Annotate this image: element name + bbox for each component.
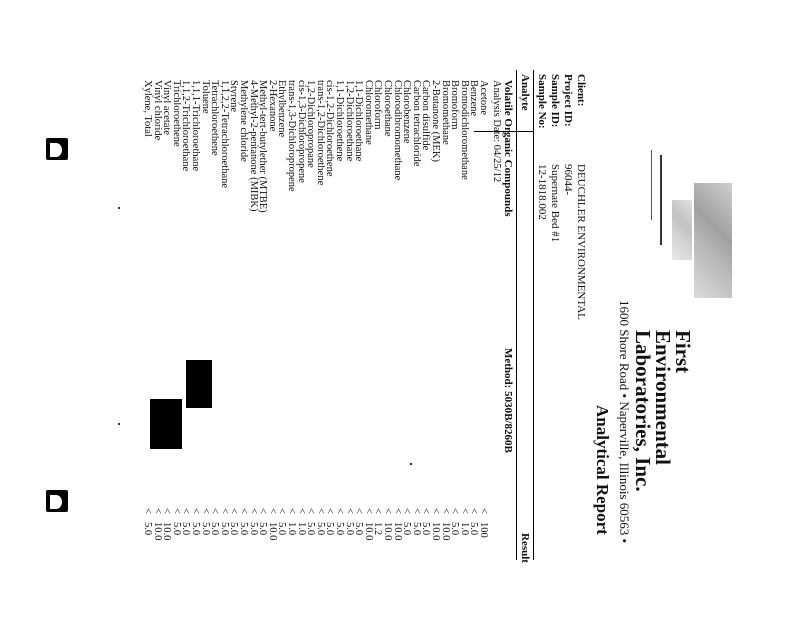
result-value: 10.0 — [439, 522, 451, 541]
analyte-name: Bromomethane — [439, 80, 451, 145]
result-qualifier: < — [142, 508, 153, 514]
result-qualifier: < — [353, 508, 365, 514]
analyte-name: trans-1,3-Dichloropropene — [286, 80, 297, 192]
result-qualifier: < — [430, 508, 441, 514]
client-value: DEUCHLER ENVIRONMENTAL — [575, 164, 587, 320]
result-qualifier: < — [324, 508, 336, 514]
analyte-name: trans-1,2-Dichloroethene — [314, 80, 326, 186]
analyte-name: Benzene — [468, 80, 480, 117]
scan-speck — [118, 423, 120, 425]
result-value: 5.0 — [420, 522, 432, 536]
punch-hole-top — [46, 138, 68, 160]
table-header-rule — [516, 70, 517, 560]
analyte-name: Tetrachloroethene — [209, 80, 221, 156]
method-label: Method: 5030B/8260B — [502, 348, 514, 453]
result-qualifier: < — [170, 508, 182, 514]
analyte-name: Vinyl acetate — [161, 80, 173, 136]
punch-hole-bottom — [46, 490, 68, 512]
result-value: 5.0 — [228, 522, 240, 536]
sample-id-label: Sample ID: — [549, 74, 561, 128]
result-value: 5.0 — [343, 522, 355, 536]
result-qualifier: < — [305, 508, 317, 514]
analyte-name: 1,1,1-Trichloroethane — [190, 80, 201, 172]
result-value: 5.0 — [257, 522, 269, 536]
result-value: 10.0 — [382, 522, 393, 541]
result-qualifier: < — [401, 508, 413, 514]
result-qualifier: < — [314, 508, 326, 514]
result-value: 1.2 — [372, 522, 384, 536]
result-qualifier: < — [247, 508, 259, 514]
result-qualifier: < — [468, 508, 480, 514]
client-label: Client: — [575, 74, 587, 107]
analyte-name: Chloroform — [372, 80, 384, 130]
result-value: 5.0 — [324, 522, 336, 536]
result-qualifier: < — [410, 508, 422, 514]
result-value: 10.0 — [391, 522, 403, 541]
result-qualifier: < — [449, 508, 461, 514]
result-value: 5.0 — [305, 522, 317, 536]
result-qualifier: < — [257, 508, 269, 514]
analyte-name: Chloromethane — [362, 80, 374, 145]
result-value: 10.0 — [161, 522, 173, 541]
result-value: 5.0 — [190, 522, 201, 536]
sample-no-label: Sample No: — [536, 74, 548, 129]
result-qualifier: < — [362, 508, 374, 514]
result-value: 5.0 — [209, 522, 221, 536]
result-value: 5.0 — [199, 522, 211, 536]
analyte-name: cis-1,3-Dichloropropene — [295, 80, 307, 183]
result-qualifier: < — [151, 508, 163, 514]
result-qualifier: < — [276, 508, 288, 514]
company-address: 1600 Shore Road • Naperville, Illinois 60563 • — [617, 300, 632, 544]
result-value: 5.0 — [314, 522, 326, 536]
analyte-name: 1,1,2-Trichloroethane — [180, 80, 192, 172]
table-top-rule — [533, 70, 534, 560]
project-id-value: 96044- — [562, 164, 574, 196]
result-qualifier: < — [391, 508, 403, 514]
result-column-header: Result — [519, 533, 531, 563]
analyte-name: Acetone — [478, 80, 489, 115]
result-qualifier: < — [458, 508, 470, 514]
group-title: Volatile Organic Compounds — [502, 80, 514, 217]
result-qualifier: < — [218, 508, 230, 514]
analyte-name: Methyl-tert-butylether (MTBE) — [257, 80, 269, 213]
result-value: 5.0 — [142, 522, 153, 536]
analyte-name: 1,2-Dichloropropane — [305, 80, 317, 168]
result-value: 100 — [478, 522, 489, 538]
analyte-name: Bromodichloromethane — [458, 80, 470, 180]
result-value: 5.0 — [468, 522, 480, 536]
result-qualifier: < — [238, 508, 249, 514]
analyte-name: Xylene, Total — [142, 80, 153, 137]
analyte-name: Methylene chloride — [238, 80, 249, 162]
result-value: 1.0 — [458, 522, 470, 536]
sample-no-value: 12-1818.002 — [536, 164, 548, 220]
result-qualifier: < — [228, 508, 240, 514]
result-value: 10.0 — [362, 522, 374, 541]
result-value: 10.0 — [151, 522, 163, 541]
analyte-name: 4-Methyl-2-pentanone (MIBK) — [247, 80, 259, 212]
analyte-name: 1,1-Dichloroethene — [334, 80, 345, 162]
analyte-name: 1,2-Dichloroethane — [343, 80, 355, 162]
result-qualifier: < — [420, 508, 432, 514]
analyte-name: 2-Butanone (MEK) — [430, 80, 441, 162]
redaction-mark — [150, 399, 182, 449]
result-qualifier: < — [372, 508, 384, 514]
result-qualifier: < — [286, 508, 297, 514]
analyte-name: Ethylbenzene — [276, 80, 288, 138]
result-value: 5.0 — [276, 522, 288, 536]
analyte-name: 1,1-Dichloroethane — [353, 80, 365, 162]
analyte-name: Carbon tetrachloride — [410, 80, 422, 167]
sample-id-value: Supernate Bed #1 — [549, 164, 561, 243]
company-name-line1: First — [671, 330, 695, 374]
result-qualifier: < — [295, 508, 307, 514]
analyte-name: Chlorodibromomethane — [391, 80, 403, 181]
result-value: 1.0 — [286, 522, 297, 536]
result-value: 5.0 — [170, 522, 182, 536]
result-value: 10.0 — [266, 522, 278, 541]
project-id-label: Project ID: — [562, 74, 574, 127]
result-value: 5.0 — [353, 522, 365, 536]
analyte-name: Bromoform — [449, 80, 461, 130]
result-qualifier: < — [209, 508, 221, 514]
result-qualifier: < — [199, 508, 211, 514]
analyte-name: cis-1,2-Dichloroethene — [324, 80, 336, 177]
analyte-name: Chloroethane — [382, 80, 393, 137]
company-name-line3: Laboratories, Inc. — [631, 330, 655, 492]
result-value: 10.0 — [430, 522, 441, 541]
analyte-name: Carbon disulfide — [420, 80, 432, 151]
analyte-name: Styrene — [228, 80, 240, 113]
redaction-mark-2 — [186, 360, 212, 408]
company-name-line2: Environmental — [651, 330, 675, 465]
result-value: 5.0 — [449, 522, 461, 536]
result-qualifier: < — [190, 508, 201, 514]
result-value: 5.0 — [410, 522, 422, 536]
analysis-date: Analysis Date: 04/25/12 — [491, 80, 502, 183]
result-qualifier: < — [161, 508, 173, 514]
result-value: 5.0 — [180, 522, 192, 536]
result-value: 5.0 — [238, 522, 249, 536]
analyte-column-header: Analyte — [519, 74, 531, 111]
result-qualifier: < — [478, 508, 489, 514]
scan-speck — [410, 463, 412, 465]
result-qualifier: < — [180, 508, 192, 514]
analyte-name: Toluene — [199, 80, 211, 114]
report-title: Analytical Report — [593, 405, 612, 535]
result-qualifier: < — [439, 508, 451, 514]
scan-speck — [118, 207, 120, 209]
result-value: 5.0 — [334, 522, 345, 536]
analyte-name: 1,1,2,2-Tetrachloroethane — [218, 80, 230, 189]
result-value: 1.0 — [295, 522, 307, 536]
analyte-name: 2-Hexanone — [266, 80, 278, 132]
analyte-name: Trichloroethene — [170, 80, 182, 147]
result-qualifier: < — [334, 508, 345, 514]
analyte-name: Vinyl chloride — [151, 80, 163, 141]
analyte-name: Chlorobenzene — [401, 80, 413, 144]
result-qualifier: < — [343, 508, 355, 514]
result-value: 5.0 — [247, 522, 259, 536]
result-qualifier: < — [382, 508, 393, 514]
result-value: 5.0 — [218, 522, 230, 536]
result-qualifier: < — [266, 508, 278, 514]
result-value: 5.0 — [401, 522, 413, 536]
